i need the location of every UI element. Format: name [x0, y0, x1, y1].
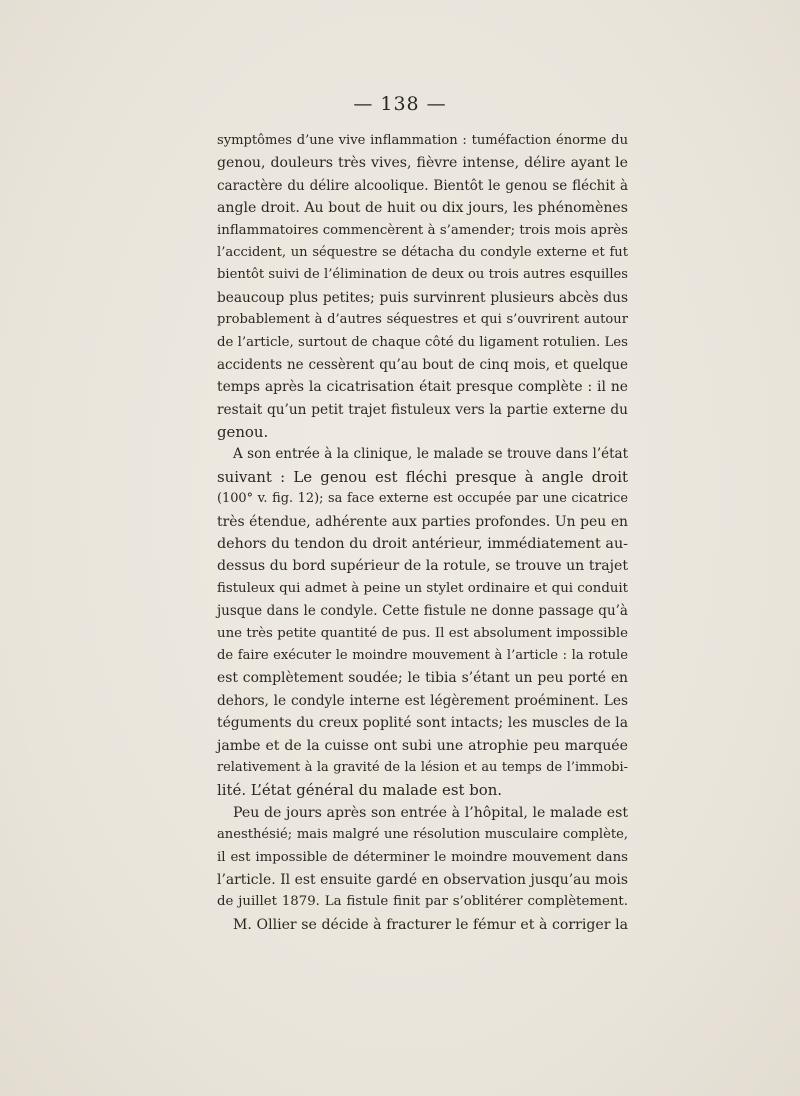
- text-line: de faire exécuter le moindre mouvement à l’article : la rotule: [217, 647, 628, 663]
- text-line: téguments du creux poplité sont intacts; les muscles de la: [217, 715, 628, 732]
- text-line: il est impossible de déterminer le moindre mouvement dans: [217, 849, 628, 865]
- text-line: A son entrée à la clinique, le malade se trouve dans l’état: [233, 446, 628, 463]
- text-line: de juillet 1879. La fistule finit par s’oblitérer complètement.: [217, 894, 628, 910]
- page-number: — 138 —: [353, 93, 447, 115]
- text-line: temps après la cicatrisation était presque complète : il ne: [217, 379, 628, 396]
- text-line: est complètement soudée; le tibia s’étant un peu porté en: [217, 670, 628, 687]
- text-line: restait qu’un petit trajet fistuleux vers la partie externe du: [217, 401, 628, 418]
- text-line: beaucoup plus petites; puis survinrent plusieurs abcès dus: [217, 289, 628, 306]
- text-line: dehors du tendon du droit antérieur, immédiatement au-: [217, 536, 628, 553]
- text-line: jambe et de la cuisse ont subi une atrophie peu marquée: [217, 737, 628, 754]
- text-line: accidents ne cessèrent qu’au bout de cinq mois, et quelque: [217, 356, 628, 373]
- text-line: M. Ollier se décide à fracturer le fémur et à corriger la: [233, 916, 628, 933]
- text-line: dehors, le condyle interne est légèrement proéminent. Les: [217, 692, 628, 709]
- text-line: suivant : Le genou est fléchi presque à angle droit: [217, 467, 628, 486]
- text-line: genou, douleurs très vives, fièvre intense, délire ayant le: [217, 155, 628, 172]
- text-line: l’accident, un séquestre se détacha du condyle externe et fut: [217, 244, 628, 260]
- text-line: inflammatoires commencèrent à s’amender; trois mois après: [217, 222, 628, 238]
- text-line: caractère du délire alcoolique. Bientôt le genou se fléchit à: [217, 177, 628, 194]
- text-line: Peu de jours après son entrée à l’hôpital, le malade est: [233, 804, 628, 821]
- text-line: fistuleux qui admet à peine un stylet ordinaire et qui conduit: [217, 580, 628, 596]
- text-line: jusque dans le condyle. Cette fistule ne donne passage qu’à: [217, 603, 628, 620]
- text-line: (100° v. fig. 12); sa face externe est occupée par une cicatrice: [217, 491, 628, 507]
- body-text: [217, 130, 628, 936]
- text-line: lité. L’état général du malade est bon.: [217, 781, 503, 800]
- text-line: symptômes d’une vive inflammation : tuméfaction énorme du: [217, 133, 628, 148]
- text-line: bientôt suivi de l’élimination de deux ou trois autres esquilles: [217, 267, 628, 283]
- text-line: relativement à la gravité de la lésion et au temps de l’immobi-: [217, 759, 628, 775]
- text-line: anesthésié; mais malgré une résolution musculaire complète,: [217, 827, 628, 843]
- text-line: angle droit. Au bout de huit ou dix jours, les phénomènes: [217, 200, 628, 217]
- text-line: une très petite quantité de pus. Il est absolument impossible: [217, 625, 628, 641]
- text-line: dessus du bord supérieur de la rotule, se trouve un trajet: [217, 558, 628, 575]
- text-line: de l’article, surtout de chaque côté du ligament rotulien. Les: [217, 334, 628, 350]
- text-line: l’article. Il est ensuite gardé en observation jusqu’au mois: [217, 871, 628, 888]
- text-line: genou.: [217, 423, 269, 442]
- text-line: très étendue, adhérente aux parties profondes. Un peu en: [217, 513, 628, 530]
- text-line: probablement à d’autres séquestres et qui s’ouvrirent autour: [217, 312, 628, 328]
